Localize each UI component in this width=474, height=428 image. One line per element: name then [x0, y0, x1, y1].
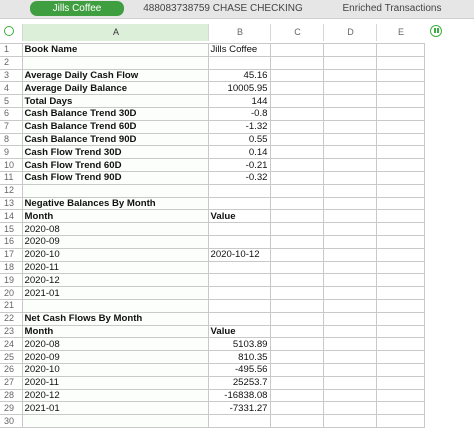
cell-d[interactable]	[323, 287, 376, 300]
sheet-tab-bar	[0, 0, 474, 19]
cell-b[interactable]: 5103.89	[208, 338, 270, 351]
cell-c[interactable]	[270, 235, 323, 248]
cell-a[interactable]: 2020-09	[22, 235, 208, 248]
cell-c[interactable]	[270, 210, 323, 223]
cell-d[interactable]	[323, 95, 376, 108]
cell-c[interactable]	[270, 248, 323, 261]
cell-e[interactable]	[376, 376, 424, 389]
cell-e[interactable]	[376, 95, 424, 108]
cell-b[interactable]: 144	[208, 95, 270, 108]
cell-b[interactable]: -495.56	[208, 363, 270, 376]
tab-enriched-transactions[interactable]: Enriched Transactions	[342, 3, 442, 14]
cell-e[interactable]	[376, 133, 424, 146]
cell-d[interactable]	[323, 69, 376, 82]
cell-d[interactable]	[323, 184, 376, 197]
cell-c[interactable]	[270, 159, 323, 172]
cell-d[interactable]	[323, 351, 376, 364]
cell-a[interactable]: Average Daily Balance	[22, 82, 208, 95]
row-number[interactable]: 30	[0, 415, 22, 428]
table-row	[0, 146, 424, 159]
table-row	[0, 325, 424, 338]
cell-e[interactable]	[376, 44, 424, 57]
table-row	[0, 235, 424, 248]
row-number[interactable]: 15	[0, 223, 22, 236]
cell-e[interactable]	[376, 312, 424, 325]
cell-d[interactable]	[323, 261, 376, 274]
cell-c[interactable]	[270, 351, 323, 364]
cell-d[interactable]	[323, 133, 376, 146]
row-number[interactable]: 27	[0, 376, 22, 389]
column-header-e[interactable]: E	[376, 24, 425, 41]
table-row	[0, 338, 424, 351]
row-number[interactable]: 26	[0, 363, 22, 376]
select-all-icon[interactable]	[4, 26, 14, 36]
cell-b[interactable]	[208, 235, 270, 248]
table-row	[0, 415, 424, 428]
cell-d[interactable]	[323, 325, 376, 338]
cell-d[interactable]	[323, 415, 376, 428]
cell-d[interactable]	[323, 120, 376, 133]
table-row	[0, 69, 424, 82]
cell-b[interactable]: 0.14	[208, 146, 270, 159]
row-number[interactable]: 3	[0, 69, 22, 82]
cell-c[interactable]	[270, 133, 323, 146]
cell-a[interactable]: Cash Flow Trend 30D	[22, 146, 208, 159]
cell-d[interactable]	[323, 210, 376, 223]
cell-b[interactable]	[208, 299, 270, 312]
cell-a[interactable]: Total Days	[22, 95, 208, 108]
cell-d[interactable]	[323, 171, 376, 184]
row-number[interactable]: 22	[0, 312, 22, 325]
cell-d[interactable]	[323, 82, 376, 95]
row-number[interactable]: 14	[0, 210, 22, 223]
row-number[interactable]: 25	[0, 351, 22, 364]
row-number[interactable]: 18	[0, 261, 22, 274]
table-row	[0, 82, 424, 95]
cell-d[interactable]	[323, 376, 376, 389]
cell-d[interactable]	[323, 338, 376, 351]
table-row	[0, 95, 424, 108]
table-row	[0, 197, 424, 210]
cell-e[interactable]	[376, 235, 424, 248]
row-number[interactable]: 11	[0, 171, 22, 184]
cell-c[interactable]	[270, 415, 323, 428]
cell-a[interactable]: 2020-10	[22, 248, 208, 261]
cell-a[interactable]: Net Cash Flows By Month	[22, 312, 208, 325]
table-row	[0, 210, 424, 223]
cell-d[interactable]	[323, 159, 376, 172]
cell-d[interactable]	[323, 299, 376, 312]
cell-e[interactable]	[376, 389, 424, 402]
row-number[interactable]: 23	[0, 325, 22, 338]
table-row	[0, 312, 424, 325]
cell-a[interactable]	[22, 299, 208, 312]
cell-c[interactable]	[270, 261, 323, 274]
cell-e[interactable]	[376, 159, 424, 172]
cell-b[interactable]: 10005.95	[208, 82, 270, 95]
cell-c[interactable]	[270, 197, 323, 210]
cell-c[interactable]	[270, 82, 323, 95]
cell-b[interactable]: -1.32	[208, 120, 270, 133]
cell-e[interactable]	[376, 56, 424, 69]
cell-c[interactable]	[270, 120, 323, 133]
cell-b[interactable]: Jills Coffee	[208, 44, 270, 57]
cell-b[interactable]: 2020-10-12	[208, 248, 270, 261]
cell-b[interactable]	[208, 287, 270, 300]
cell-a[interactable]: 2020-11	[22, 376, 208, 389]
cell-a[interactable]: 2020-12	[22, 389, 208, 402]
cell-a[interactable]	[22, 415, 208, 428]
table-row	[0, 261, 424, 274]
cell-b[interactable]	[208, 415, 270, 428]
cell-a[interactable]: Month	[22, 325, 208, 338]
table-row	[0, 248, 424, 261]
column-header-c[interactable]: C	[270, 24, 324, 41]
spreadsheet-grid	[0, 43, 425, 428]
row-number[interactable]: 29	[0, 402, 22, 415]
cell-c[interactable]	[270, 107, 323, 120]
cell-d[interactable]	[323, 248, 376, 261]
table-row	[0, 223, 424, 236]
cell-b[interactable]: 25253.7	[208, 376, 270, 389]
table-row	[0, 56, 424, 69]
row-number[interactable]: 19	[0, 274, 22, 287]
cell-e[interactable]	[376, 351, 424, 364]
table-row	[0, 287, 424, 300]
cell-d[interactable]	[323, 146, 376, 159]
cell-d[interactable]	[323, 274, 376, 287]
row-number[interactable]: 10	[0, 159, 22, 172]
cell-b[interactable]	[208, 223, 270, 236]
row-number[interactable]: 20	[0, 287, 22, 300]
row-number[interactable]: 17	[0, 248, 22, 261]
cell-a[interactable]: 2020-11	[22, 261, 208, 274]
cell-e[interactable]	[376, 120, 424, 133]
cell-a[interactable]	[22, 184, 208, 197]
cell-b[interactable]	[208, 274, 270, 287]
tab-jills-coffee[interactable]: Jills Coffee	[30, 1, 124, 16]
cell-b[interactable]	[208, 56, 270, 69]
cell-a[interactable]: 2021-01	[22, 402, 208, 415]
table-row	[0, 171, 424, 184]
cell-b[interactable]: -7331.27	[208, 402, 270, 415]
cell-a[interactable]	[22, 56, 208, 69]
cell-a[interactable]: Average Daily Cash Flow	[22, 69, 208, 82]
table-row	[0, 351, 424, 364]
cell-e[interactable]	[376, 184, 424, 197]
cell-c[interactable]	[270, 287, 323, 300]
cell-e[interactable]	[376, 415, 424, 428]
row-number[interactable]: 12	[0, 184, 22, 197]
cell-c[interactable]	[270, 389, 323, 402]
cell-d[interactable]	[323, 235, 376, 248]
freeze-pane-icon[interactable]	[430, 25, 442, 37]
cell-d[interactable]	[323, 107, 376, 120]
cell-c[interactable]	[270, 44, 323, 57]
row-number[interactable]: 7	[0, 120, 22, 133]
row-number[interactable]: 4	[0, 82, 22, 95]
table-row	[0, 363, 424, 376]
cell-d[interactable]	[323, 197, 376, 210]
cell-a[interactable]: Cash Balance Trend 90D	[22, 133, 208, 146]
cell-a[interactable]: Cash Balance Trend 30D	[22, 107, 208, 120]
table-row	[0, 402, 424, 415]
cell-d[interactable]	[323, 56, 376, 69]
cell-d[interactable]	[323, 402, 376, 415]
cell-c[interactable]	[270, 56, 323, 69]
cell-e[interactable]	[376, 299, 424, 312]
cell-b[interactable]: Value	[208, 325, 270, 338]
row-number[interactable]: 1	[0, 44, 22, 57]
row-number[interactable]: 21	[0, 299, 22, 312]
cell-d[interactable]	[323, 389, 376, 402]
table-row	[0, 159, 424, 172]
cell-d[interactable]	[323, 44, 376, 57]
column-header-a[interactable]: A	[22, 24, 209, 41]
cell-c[interactable]	[270, 69, 323, 82]
cell-a[interactable]: Book Name	[22, 44, 208, 57]
cell-e[interactable]	[376, 223, 424, 236]
cell-b[interactable]	[208, 184, 270, 197]
cell-e[interactable]	[376, 274, 424, 287]
cell-e[interactable]	[376, 338, 424, 351]
cell-e[interactable]	[376, 261, 424, 274]
cell-e[interactable]	[376, 287, 424, 300]
cell-c[interactable]	[270, 299, 323, 312]
cell-b[interactable]: 0.55	[208, 133, 270, 146]
cell-e[interactable]	[376, 146, 424, 159]
cell-b[interactable]: -0.8	[208, 107, 270, 120]
cell-a[interactable]: Cash Balance Trend 60D	[22, 120, 208, 133]
cell-e[interactable]	[376, 325, 424, 338]
cell-e[interactable]	[376, 69, 424, 82]
row-number[interactable]: 2	[0, 56, 22, 69]
cell-d[interactable]	[323, 363, 376, 376]
cell-a[interactable]: Cash Flow Trend 90D	[22, 171, 208, 184]
cell-b[interactable]	[208, 197, 270, 210]
cell-c[interactable]	[270, 325, 323, 338]
cell-c[interactable]	[270, 184, 323, 197]
column-header-d[interactable]: D	[323, 24, 377, 41]
cell-d[interactable]	[323, 223, 376, 236]
cell-a[interactable]: 2020-12	[22, 274, 208, 287]
cell-c[interactable]	[270, 274, 323, 287]
row-number[interactable]: 16	[0, 235, 22, 248]
row-number[interactable]: 24	[0, 338, 22, 351]
table-row	[0, 107, 424, 120]
cell-c[interactable]	[270, 376, 323, 389]
cell-e[interactable]	[376, 107, 424, 120]
cell-c[interactable]	[270, 338, 323, 351]
table-row	[0, 120, 424, 133]
cell-a[interactable]: 2020-08	[22, 338, 208, 351]
table-row	[0, 133, 424, 146]
cell-a[interactable]: 2021-01	[22, 287, 208, 300]
cell-c[interactable]	[270, 402, 323, 415]
cell-b[interactable]	[208, 261, 270, 274]
cell-e[interactable]	[376, 402, 424, 415]
cell-e[interactable]	[376, 171, 424, 184]
row-number[interactable]: 6	[0, 107, 22, 120]
cell-c[interactable]	[270, 95, 323, 108]
cell-e[interactable]	[376, 197, 424, 210]
cell-a[interactable]: 2020-09	[22, 351, 208, 364]
cell-c[interactable]	[270, 146, 323, 159]
table-row	[0, 44, 424, 57]
row-number[interactable]: 13	[0, 197, 22, 210]
cell-c[interactable]	[270, 312, 323, 325]
cell-a[interactable]: 2020-10	[22, 363, 208, 376]
cell-b[interactable]: Value	[208, 210, 270, 223]
row-number[interactable]: 9	[0, 146, 22, 159]
column-header-b[interactable]: B	[208, 24, 271, 41]
cell-b[interactable]	[208, 312, 270, 325]
cell-b[interactable]: -0.32	[208, 171, 270, 184]
table-row	[0, 299, 424, 312]
table-row	[0, 274, 424, 287]
table-row	[0, 389, 424, 402]
cell-c[interactable]	[270, 223, 323, 236]
cell-e[interactable]	[376, 248, 424, 261]
cell-b[interactable]: -16838.08	[208, 389, 270, 402]
cell-b[interactable]: 45.16	[208, 69, 270, 82]
cell-c[interactable]	[270, 171, 323, 184]
cell-e[interactable]	[376, 82, 424, 95]
tab-chase-checking[interactable]: 488083738759 CHASE CHECKING	[143, 3, 303, 14]
cell-b[interactable]: 810.35	[208, 351, 270, 364]
cell-d[interactable]	[323, 312, 376, 325]
table-row	[0, 376, 424, 389]
cell-b[interactable]: -0.21	[208, 159, 270, 172]
cell-a[interactable]: 2020-08	[22, 223, 208, 236]
cell-a[interactable]: Negative Balances By Month	[22, 197, 208, 210]
row-number[interactable]: 8	[0, 133, 22, 146]
cell-e[interactable]	[376, 210, 424, 223]
cell-a[interactable]: Month	[22, 210, 208, 223]
cell-e[interactable]	[376, 363, 424, 376]
row-number[interactable]: 28	[0, 389, 22, 402]
cell-a[interactable]: Cash Flow Trend 60D	[22, 159, 208, 172]
row-number[interactable]: 5	[0, 95, 22, 108]
table-row	[0, 184, 424, 197]
cell-c[interactable]	[270, 363, 323, 376]
